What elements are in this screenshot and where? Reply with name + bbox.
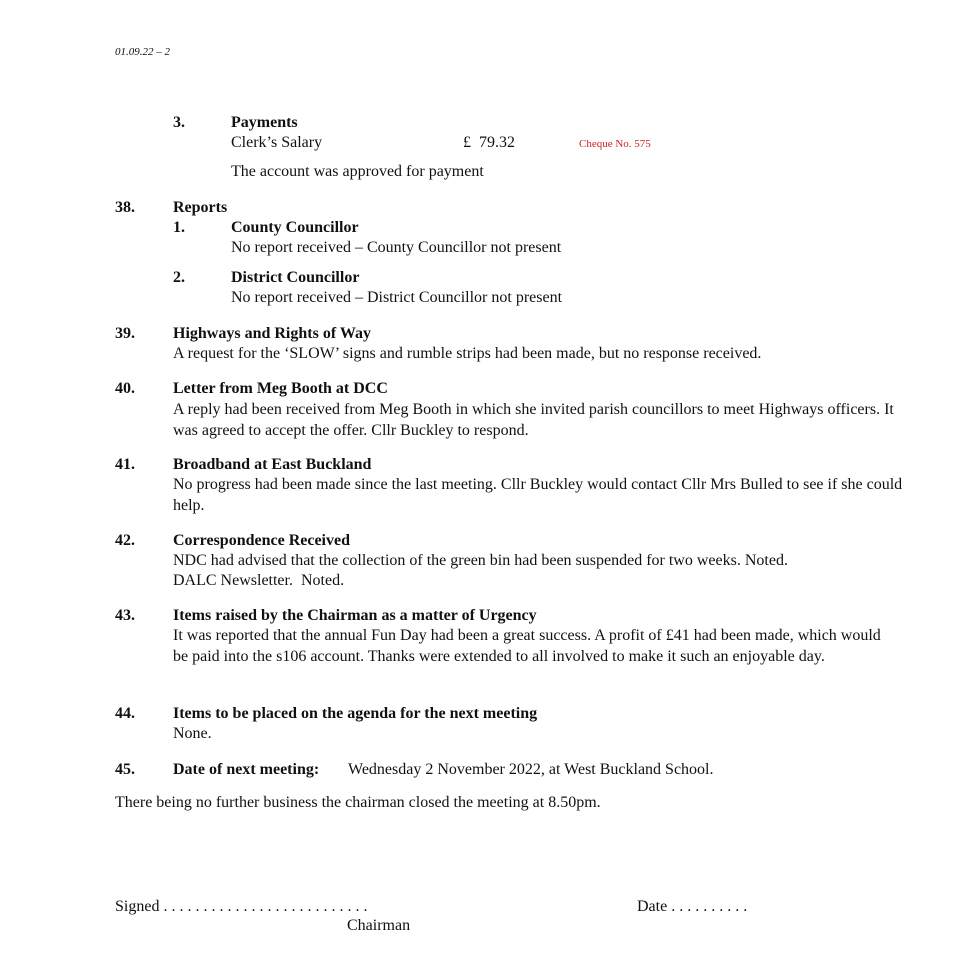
payments-title: Payments bbox=[231, 114, 298, 131]
item-45-title: Date of next meeting: bbox=[173, 761, 320, 778]
item-40-text: A reply had been received from Meg Booth in which she invited parish councillors to meet Highways officers. It was agreed to accept the offer. Cllr Buckley to respond. bbox=[173, 401, 894, 439]
county-number: 1. bbox=[173, 219, 185, 236]
district-text: No report received – District Councillor not present bbox=[231, 289, 563, 306]
chairman-label: Chairman bbox=[347, 917, 411, 934]
item-42-text-line2: DALC Newsletter. Noted. bbox=[173, 572, 345, 589]
item-45-number: 45. bbox=[115, 761, 135, 778]
signed-line: Signed . . . . . . . . . . . . . . . . . . . . . . . . . . bbox=[115, 898, 368, 915]
item-44-number: 44. bbox=[115, 705, 135, 722]
date-line: Date . . . . . . . . . . bbox=[637, 898, 748, 915]
item-45-text: Wednesday 2 November 2022, at West Buckland School. bbox=[348, 761, 714, 778]
item-39-title: Highways and Rights of Way bbox=[173, 325, 371, 342]
item-38-number: 38. bbox=[115, 199, 135, 216]
district-number: 2. bbox=[173, 269, 185, 286]
item-43-title: Items raised by the Chairman as a matter of Urgency bbox=[173, 607, 537, 624]
item-42-number: 42. bbox=[115, 532, 135, 549]
item-41-number: 41. bbox=[115, 456, 135, 473]
cheque-note: Cheque No. 575 bbox=[579, 138, 651, 150]
item-41-text: No progress had been made since the last meeting. Cllr Buckley would contact Cllr Mrs Bulled to see if she could help. bbox=[173, 476, 903, 514]
item-39-text: A request for the ‘SLOW’ signs and rumble strips had been made, but no response received. bbox=[173, 345, 762, 362]
closing-statement: There being no further business the chairman closed the meeting at 8.50pm. bbox=[115, 794, 601, 811]
item-43-number: 43. bbox=[115, 607, 135, 624]
item-39-number: 39. bbox=[115, 325, 135, 342]
page-reference: 01.09.22 – 2 bbox=[115, 46, 170, 58]
salary-label: Clerk’s Salary bbox=[231, 134, 323, 151]
salary-amount: £ 79.32 bbox=[463, 134, 515, 151]
item-38-title: Reports bbox=[173, 199, 228, 216]
item-44-text: None. bbox=[173, 725, 212, 742]
payment-approval: The account was approved for payment bbox=[231, 163, 484, 180]
item-40-title: Letter from Meg Booth at DCC bbox=[173, 380, 388, 397]
item-41-title: Broadband at East Buckland bbox=[173, 456, 372, 473]
item-44-title: Items to be placed on the agenda for the next meeting bbox=[173, 705, 538, 722]
item-42-text-line1: NDC had advised that the collection of the green bin had been suspended for two weeks. Noted. bbox=[173, 552, 788, 569]
county-title: County Councillor bbox=[231, 219, 359, 236]
payments-number: 3. bbox=[173, 114, 185, 131]
item-40-number: 40. bbox=[115, 380, 135, 397]
item-43-text: It was reported that the annual Fun Day had been a great success. A profit of £41 had been made, which would be paid into the s106 account. Thanks were extended to all involved to make it such an enjoyable day. bbox=[173, 627, 881, 665]
county-text: No report received – County Councillor not present bbox=[231, 239, 562, 256]
item-42-title: Correspondence Received bbox=[173, 532, 350, 549]
district-title: District Councillor bbox=[231, 269, 360, 286]
